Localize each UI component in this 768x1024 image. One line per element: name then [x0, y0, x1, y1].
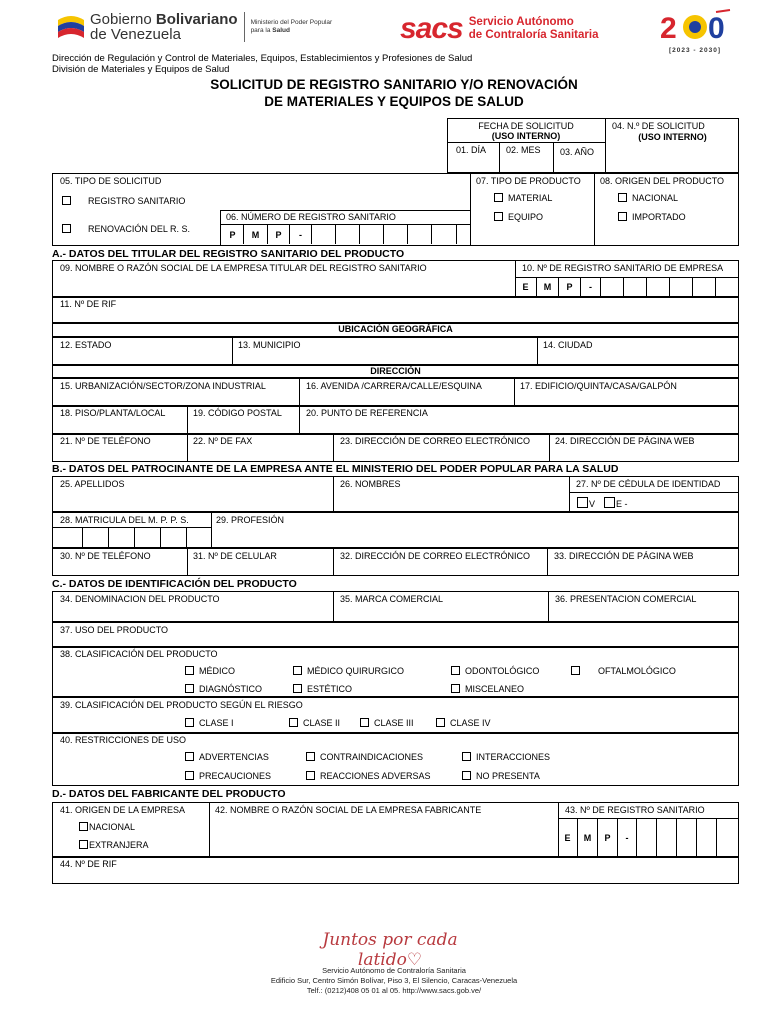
precauciones-text: PRECAUCIONES [199, 771, 272, 781]
registro-sanitario-text: REGISTRO SANITARIO [88, 196, 186, 206]
medico-checkbox[interactable] [185, 666, 194, 675]
renovacion-text: RENOVACIÓN DEL R. S. [88, 224, 191, 234]
quirurgico-text: MÉDICO QUIRURGICO [307, 666, 405, 676]
estetico-option[interactable] [293, 684, 352, 694]
emp-reg-m: M [537, 278, 559, 296]
oftalmologico-checkbox[interactable] [571, 666, 580, 675]
section-c-title: C.- DATOS DE IDENTIFICACIÓN DEL PRODUCTO [52, 578, 297, 590]
sacs-line1: Servicio Autónomo [468, 15, 574, 28]
contraindicaciones-option[interactable] [306, 752, 423, 762]
uso-interno-label-2: (USO INTERNO) [638, 132, 707, 142]
dia-label: 01. DÍA [456, 145, 487, 155]
heart-icon: ♡ [406, 950, 423, 970]
cedula-e-checkbox[interactable] [604, 497, 615, 508]
interacciones-text: INTERACCIONES [476, 752, 551, 762]
fab-registro-boxes[interactable] [558, 818, 739, 857]
f34-label: 34. DENOMINACION DEL PRODUCTO [60, 594, 220, 604]
tipo-solicitud-label: 05. TIPO DE SOLICITUD [60, 176, 162, 186]
f44-label: 44. Nº DE RIF [60, 859, 117, 869]
section-d-title: D.- DATOS DEL FABRICANTE DEL PRODUCTO [52, 788, 286, 800]
f27-label: 27. Nº DE CÉDULA DE IDENTIDAD [576, 479, 721, 489]
fab-nacional-text: NACIONAL [89, 822, 136, 832]
interacciones-checkbox[interactable] [462, 752, 471, 761]
ministry-line2a: para la [250, 27, 273, 34]
no-presenta-checkbox[interactable] [462, 771, 471, 780]
anniversary-logo [656, 8, 734, 54]
registro-sanitario-option[interactable] [62, 196, 185, 206]
quirurgico-option[interactable] [293, 666, 404, 676]
ministry-line1: Ministerio del Poder Popular [250, 18, 333, 26]
section-b-title: B.- DATOS DEL PATROCINANTE DE LA EMPRESA ANTE EL MINISTERIO DEL PODER POPULAR PARA LA SALUD [52, 463, 619, 475]
diagnostico-checkbox[interactable] [185, 684, 194, 693]
emp-reg-p: P [559, 278, 581, 296]
slogan-text: Juntos por cada latido [322, 930, 458, 970]
contraindicaciones-text: CONTRAINDICACIONES [320, 752, 424, 762]
f15-label: 15. URBANIZACIÓN/SECTOR/ZONA INDUSTRIAL [60, 381, 266, 391]
clase2-text: CLASE II [303, 718, 341, 728]
emp-reg-e: E [515, 278, 537, 296]
ministry-line2b: Salud [272, 27, 290, 34]
reacciones-option[interactable] [306, 771, 431, 781]
material-checkbox[interactable] [494, 193, 503, 202]
oftalmologico-text: OFTALMOLÓGICO [598, 666, 676, 676]
nacional-option[interactable] [618, 193, 678, 203]
f31-label: 31. Nº DE CELULAR [193, 551, 277, 561]
advertencias-checkbox[interactable] [185, 752, 194, 761]
sacs-line2: de Contraloría Sanitaria [468, 29, 599, 41]
cedula-v-text: V [589, 499, 596, 509]
f12-label: 12. ESTADO [60, 340, 112, 350]
rif-row [52, 297, 739, 323]
advertencias-option[interactable] [185, 752, 269, 762]
bolivariano-text: Bolivariano [155, 11, 238, 28]
footer-info [200, 966, 588, 995]
gobierno-logo [56, 12, 332, 42]
f22-label: 22. Nº DE FAX [193, 436, 253, 446]
footer-line3: Telf.: (0212)408 05 01 al 05. http://www.sacs.gob.ve/ [306, 985, 482, 995]
f33-label: 33. DIRECCIÓN DE PÁGINA WEB [554, 551, 694, 561]
ano-label: 03. AÑO [560, 147, 595, 157]
f35-label: 35. MARCA COMERCIAL [340, 594, 444, 604]
reacciones-text: REACCIONES ADVERSAS [320, 771, 431, 781]
registro-sanitario-checkbox[interactable] [62, 196, 71, 205]
material-text: MATERIAL [508, 193, 553, 203]
num-registro-boxes[interactable] [222, 225, 457, 244]
f30-label: 30. Nº DE TELÉFONO [60, 551, 151, 561]
venezuela-flag-icon [56, 14, 86, 40]
f38-label: 38. CLASIFICACIÓN DEL PRODUCTO [60, 649, 218, 659]
f28-label: 28. MATRICULA DEL M. P. P. S. [60, 515, 189, 525]
ubicacion-label: UBICACIÓN GEOGRÁFICA [338, 324, 453, 334]
f32-label: 32. DIRECCIÓN DE CORREO ELECTRÓNICO [340, 551, 531, 561]
importado-option[interactable] [618, 212, 686, 222]
reg-dash: - [290, 225, 312, 244]
f21-label: 21. Nº DE TELÉFONO [60, 436, 151, 446]
empresa-registro-boxes[interactable] [515, 277, 738, 296]
odontologico-text: ODONTOLÓGICO [465, 666, 540, 676]
reg-p2: P [268, 225, 290, 244]
footer-slogan [310, 930, 470, 970]
f29-label: 29. PROFESIÓN [216, 515, 285, 525]
mes-label: 02. MES [506, 145, 541, 155]
quirurgico-checkbox[interactable] [293, 666, 302, 675]
section-a-title: A.- DATOS DEL TITULAR DEL REGISTRO SANITARIO DEL PRODUCTO [52, 248, 405, 260]
svg-text:2: 2 [660, 12, 677, 42]
anniversary-emblem-icon [656, 8, 734, 42]
f23-label: 23. DIRECCIÓN DE CORREO ELECTRÓNICO [340, 436, 531, 446]
equipo-text: EQUIPO [508, 212, 544, 222]
precauciones-option[interactable] [185, 771, 271, 781]
footer-line2: Edificio Sur, Centro Simón Bolívar, Piso 3, El Silencio, Caracas-Venezuela [270, 975, 518, 985]
sacs-logo [400, 12, 598, 46]
f25-label: 25. APELLIDOS [60, 479, 125, 489]
fab-extranjera-checkbox[interactable] [79, 840, 88, 849]
importado-text: IMPORTADO [632, 212, 686, 222]
reg-p1: P [222, 225, 244, 244]
advertencias-text: ADVERTENCIAS [199, 752, 269, 762]
miscelaneo-checkbox[interactable] [451, 684, 460, 693]
renovacion-checkbox[interactable] [62, 224, 71, 233]
tipo-producto-label: 07. TIPO DE PRODUCTO [476, 176, 581, 186]
miscelaneo-option[interactable] [451, 684, 524, 694]
uso-interno-label: (USO INTERNO) [491, 131, 561, 141]
nacional-text: NACIONAL [632, 193, 679, 203]
material-option[interactable] [494, 193, 552, 203]
form-title-line1: SOLICITUD DE REGISTRO SANITARIO Y/O RENOVACIÓN [210, 77, 578, 92]
contraindicaciones-checkbox[interactable] [306, 752, 315, 761]
f41-label: 41. ORIGEN DE LA EMPRESA [60, 805, 186, 815]
fab-reg-p: P [598, 819, 618, 857]
diagnostico-option[interactable] [185, 684, 262, 694]
emp-reg-dash: - [581, 278, 601, 296]
equipo-option[interactable] [494, 212, 543, 222]
clase2-option[interactable] [289, 718, 340, 728]
direccion-label: DIRECCIÓN [370, 366, 421, 376]
form-title-line2: DE MATERIALES Y EQUIPOS DE SALUD [264, 94, 524, 109]
dept-line2: División de Materiales y Equipos de Salud [52, 64, 230, 75]
f37-label: 37. USO DEL PRODUCTO [60, 625, 169, 635]
clase1-option[interactable] [185, 718, 234, 728]
clase3-checkbox[interactable] [360, 718, 369, 727]
reacciones-checkbox[interactable] [306, 771, 315, 780]
fab-nacional-option[interactable] [79, 822, 135, 832]
fab-reg-e: E [558, 819, 578, 857]
clase4-text: CLASE IV [450, 718, 491, 728]
f39-label: 39. CLASIFICACIÓN DEL PRODUCTO SEGÚN EL RIESGO [60, 700, 303, 710]
no-presenta-option[interactable] [462, 771, 540, 781]
clase3-text: CLASE III [374, 718, 414, 728]
medico-option[interactable] [185, 666, 235, 676]
f24-label: 24. DIRECCIÓN DE PÁGINA WEB [555, 436, 695, 446]
clase4-option[interactable] [436, 718, 491, 728]
interacciones-option[interactable] [462, 752, 550, 762]
f19-label: 19. CÓDIGO POSTAL [193, 408, 282, 418]
f14-label: 14. CIUDAD [543, 340, 593, 350]
no-presenta-text: NO PRESENTA [476, 771, 540, 781]
f18-label: 18. PISO/PLANTA/LOCAL [60, 408, 166, 418]
f10-label: 10. Nº DE REGISTRO SANITARIO DE EMPRESA [522, 263, 724, 273]
cedula-e-text: E - [616, 499, 628, 509]
cedula-v-option[interactable] [577, 497, 595, 509]
dept-line1: Dirección de Regulación y Control de Materiales, Equipos, Establecimientos y Profesiones de Salud [52, 53, 473, 64]
clase1-checkbox[interactable] [185, 718, 194, 727]
clase1-text: CLASE I [199, 718, 234, 728]
precauciones-checkbox[interactable] [185, 771, 194, 780]
clase3-option[interactable] [360, 718, 414, 728]
f40-label: 40. RESTRICCIONES DE USO [60, 735, 187, 745]
footer-line1: Servicio Autónomo de Contraloría Sanitaria [322, 966, 466, 975]
equipo-checkbox[interactable] [494, 212, 503, 221]
f16-label: 16. AVENIDA /CARRERA/CALLE/ESQUINA [306, 381, 482, 391]
fecha-solicitud-label: FECHA DE SOLICITUD [478, 121, 574, 131]
estetico-text: ESTÉTICO [307, 684, 353, 694]
cedula-v-checkbox[interactable] [577, 497, 588, 508]
nacional-checkbox[interactable] [618, 193, 627, 202]
odontologico-checkbox[interactable] [451, 666, 460, 675]
miscelaneo-text: MISCELANEO [465, 684, 525, 694]
f17-label: 17. EDIFICIO/QUINTA/CASA/GALPÓN [520, 381, 677, 391]
diagnostico-text: DIAGNÓSTICO [199, 684, 263, 694]
oftalmologico-option[interactable] [571, 666, 676, 676]
renovacion-option[interactable] [62, 224, 190, 234]
medico-text: MÉDICO [199, 666, 235, 676]
f36-label: 36. PRESENTACION COMERCIAL [555, 594, 697, 604]
fab-extranjera-text: EXTRANJERA [89, 840, 149, 850]
f20-label: 20. PUNTO DE REFERENCIA [306, 408, 428, 418]
clase2-checkbox[interactable] [289, 718, 298, 727]
venezuela-text: de Venezuela [90, 26, 181, 43]
anniversary-years: [2023 - 2030] [668, 47, 722, 54]
cedula-e-option[interactable] [604, 497, 628, 509]
f09-label: 09. NOMBRE O RAZÓN SOCIAL DE LA EMPRESA TITULAR DEL REGISTRO SANITARIO [60, 263, 427, 273]
fab-reg-m: M [578, 819, 598, 857]
importado-checkbox[interactable] [618, 212, 627, 221]
f11-label: 11. Nº DE RIF [60, 299, 117, 309]
f26-label: 26. NOMBRES [340, 479, 401, 489]
estado-row [52, 337, 739, 365]
estetico-checkbox[interactable] [293, 684, 302, 693]
fab-nacional-checkbox[interactable] [79, 822, 88, 831]
clase4-checkbox[interactable] [436, 718, 445, 727]
f13-label: 13. MUNICIPIO [238, 340, 301, 350]
odontologico-option[interactable] [451, 666, 539, 676]
origen-producto-label: 08. ORIGEN DEL PRODUCTO [600, 176, 725, 186]
reg-m: M [244, 225, 268, 244]
fab-reg-dash: - [618, 819, 637, 857]
num-registro-label: 06. NÚMERO DE REGISTRO SANITARIO [226, 212, 396, 222]
f42-label: 42. NOMBRE O RAZÓN SOCIAL DE LA EMPRESA FABRICANTE [215, 805, 482, 815]
f43-label: 43. Nº DE REGISTRO SANITARIO [565, 805, 705, 815]
num-solicitud-label: 04. N.º DE SOLICITUD [612, 121, 705, 131]
fab-extranjera-option[interactable] [79, 840, 149, 850]
sacs-wordmark: sacs [400, 12, 463, 45]
gob-text: Gobierno [90, 11, 156, 28]
svg-text:0: 0 [708, 12, 725, 42]
fab-rif-row [52, 857, 739, 884]
